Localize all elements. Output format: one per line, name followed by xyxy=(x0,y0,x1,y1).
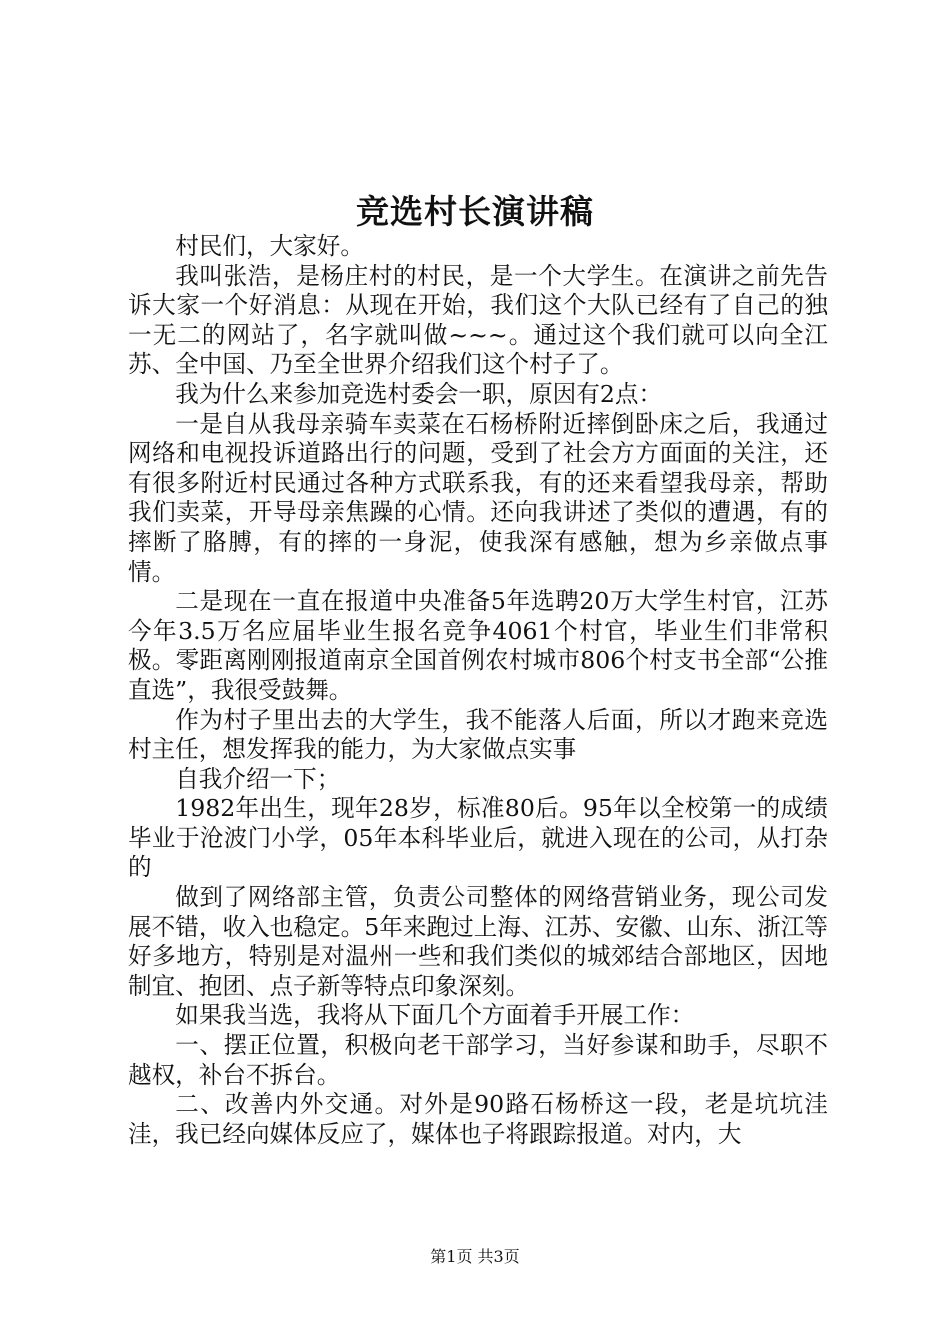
paragraph-motivation: 作为村子里出去的大学生，我不能落人后面，所以才跑来竞选村主任，想发挥我的能力，为大家做点实事 xyxy=(128,705,828,764)
document-body xyxy=(128,232,828,1179)
paragraph-career: 做到了网络部主管，负责公司整体的网络营销业务，现公司发展不错，收入也稳定。5年来跑过上海、江苏、安徽、山东、浙江等好多地方，特别是对温州一些和我们类似的城郊结合部地区，因地制宜、抱团、点子新等特点印象深刻。 xyxy=(128,883,828,1000)
page-number-footer: 第1页 共3页 xyxy=(430,1247,520,1266)
paragraph-reason-two: 二是现在一直在报道中央准备5年选聘20万大学生村官，江苏今年3.5万名应届毕业生报名竞争4061个村官，毕业生们非常积极。零距离刚刚报道南京全国首例农村城市806个村支书全部“公推直选”，我很受鼓舞。 xyxy=(128,587,828,704)
document-title: 竞选村长演讲稿 xyxy=(356,192,594,231)
paragraph-plan-two: 二、改善内外交通。对外是90路石杨桥这一段，老是坑坑洼洼，我已经向媒体反应了，媒体也子将跟踪报道。对内，大 xyxy=(128,1090,828,1148)
paragraph-reason-one: 一是自从我母亲骑车卖菜在石杨桥附近摔倒卧床之后，我通过网络和电视投诉道路出行的问题，受到了社会方方面面的关注，还有很多附近村民通过各种方式联系我，有的还来看望我母亲，帮助我们卖菜，开导母亲焦躁的心情。还向我讲述了类似的遭遇，有的摔断了胳膊，有的摔的一身泥，使我深有感触，想为乡亲做点事情。 xyxy=(128,409,828,586)
paragraph-greeting: 村民们，大家好。 xyxy=(175,232,364,260)
paragraph-plan-one: 一、摆正位置，积极向老干部学习，当好参谋和助手，尽职不越权，补台不拆台。 xyxy=(128,1031,828,1089)
paragraph-reasons-intro: 我为什么来参加竞选村委会一职，原因有2点： xyxy=(175,379,663,408)
paragraph-background: 1982年出生，现年28岁，标准80后。95年以全校第一的成绩毕业于沧波门小学，05年本科毕业后，就进入现在的公司，从打杂的 xyxy=(128,794,828,882)
paragraph-self-intro-heading: 自我介绍一下； xyxy=(175,764,341,793)
paragraph-plan-intro: 如果我当选，我将从下面几个方面着手开展工作： xyxy=(175,1001,695,1030)
paragraph-introduction: 我叫张浩，是杨庄村的村民，是一个大学生。在演讲之前先告诉大家一个好消息：从现在开始，我们这个大队已经有了自己的独一无二的网站了，名字就叫做~~~。通过这个我们就可以向全江苏、全中国、乃至全世界介绍我们这个村子了。 xyxy=(128,261,828,379)
